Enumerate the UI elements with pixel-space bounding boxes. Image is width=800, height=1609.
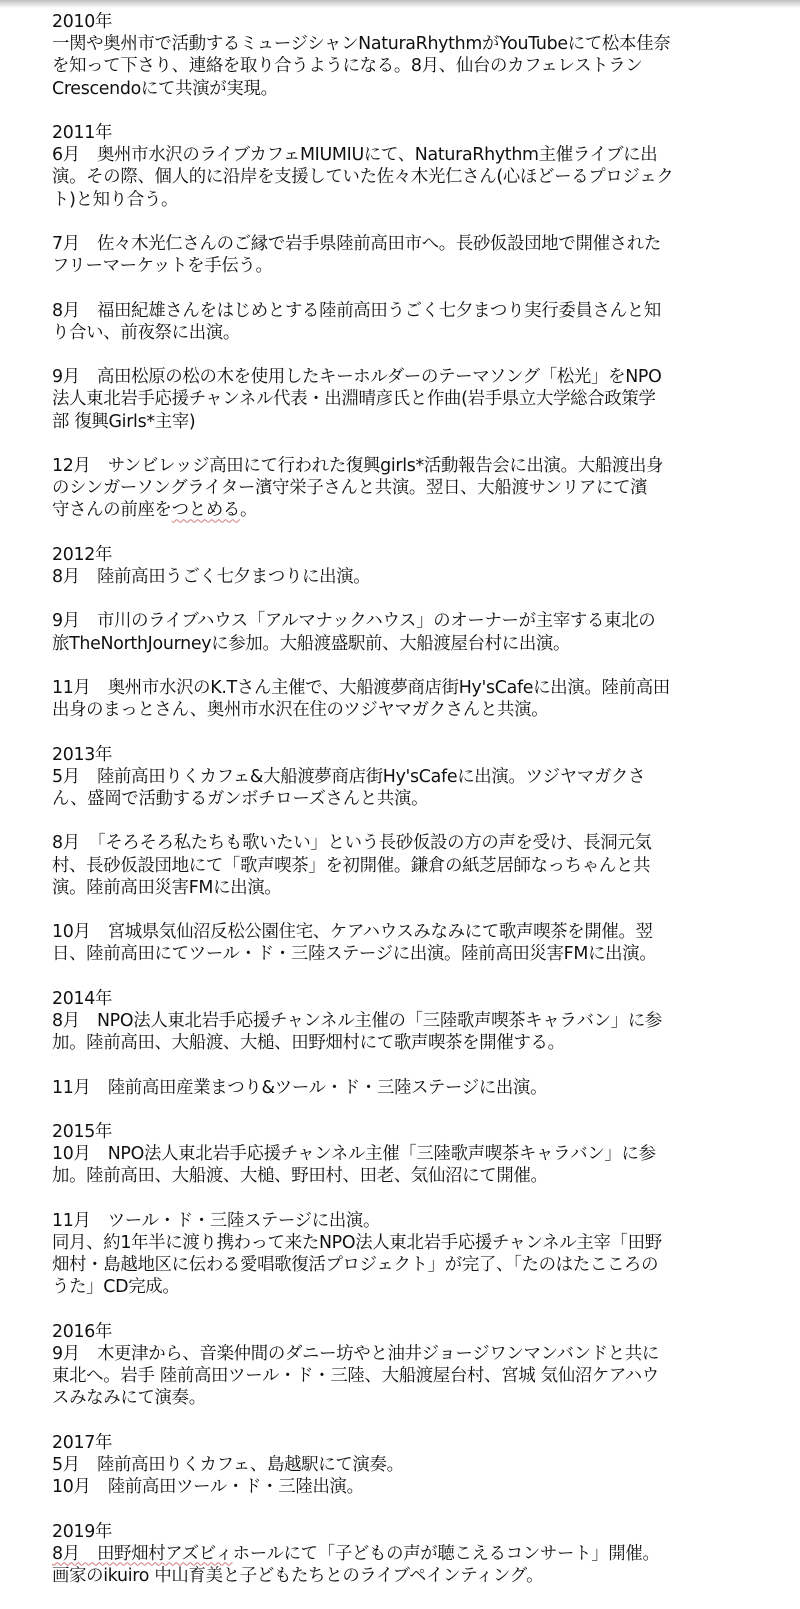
entry-2012-nov [52,677,787,721]
entry-text: 5月 陸前高田りくカフェ、島越駅にて演奏。 10月 陸前高田ツール・ド・三陸出演。 [52,1454,404,1498]
entry-2013-oct [52,921,787,965]
entry-text-tail: 。 [240,500,258,521]
entry-2013-may [52,744,787,811]
entry-2017 [52,1432,787,1499]
entry-2019 [52,1521,787,1588]
entry-text: 8月 NPO法人東北岩手応援チャンネル主催の「三陸歌声喫茶キャラバン」に参 加。陸前高田、大船渡、大槌、田野畑村にて歌声喫茶を開催する。 [52,1010,662,1054]
entry-2012-sep [52,610,787,654]
year-heading: 2016年 [52,1321,113,1342]
spellcheck-underlined-text: 8月 田野畑村アズビィ [52,1543,233,1564]
entry-2013-aug [52,832,787,899]
year-heading: 2019年 [52,1521,113,1542]
entry-2011-dec [52,455,787,522]
entry-2015-nov [52,1210,787,1299]
entry-2011-jul [52,233,787,277]
year-heading: 2013年 [52,744,113,765]
history-document [52,11,787,1609]
entry-2016-sep [52,1321,787,1410]
entry-2011-jun [52,122,787,211]
entry-text: 8月 陸前高田うごく七夕まつりに出演。 [52,566,371,587]
entry-2011-aug [52,300,787,344]
entry-text: 10月 宮城県気仙沼反松公園住宅、ケアハウスみなみにて歌声喫茶を開催。翌 日、陸前高田にてツール・ド・三陸ステージに出演。陸前高田災害FMに出演。 [52,922,657,965]
entry-2015-oct [52,1121,787,1188]
entry-text: 8月 福田紀雄さんをはじめとする陸前高田うごく七夕まつり実行委員さんと知 り合い、前夜祭に出演。 [52,300,661,343]
year-heading: 2014年 [52,988,113,1009]
entry-text: 11月 陸前高田産業まつり&ツール・ド・三陸ステージに出演。 [52,1077,548,1098]
entry-text: 9月 木更津から、音楽仲間のダニー坊やと油井ジョージワンマンバンドと共に 東北へ。岩手 陸前高田ツール・ド・三陸、大船渡屋台村、宮城 気仙沼ケアハウ スみなみにて演奏。 [52,1343,660,1409]
year-heading: 2011年 [52,123,113,143]
year-heading: 2012年 [52,544,113,565]
spellcheck-underlined-text: つとめる [171,500,241,521]
entry-2014-aug [52,988,787,1055]
entry-2014-nov [52,1077,787,1099]
entry-text: 11月 奥州市水沢のK.Tさん主催で、大船渡夢商店街Hy'sCafeに出演。陸前高田 出身のまっとさん、奥州市水沢在住のツジヤマガクさんと共演。 [52,677,670,721]
entry-text: 5月 陸前高田りくカフェ&大船渡夢商店街Hy'sCafeに出演。ツジヤマガクさ ん、盛岡で活動するガンボチローズさんと共演。 [52,766,646,809]
entry-text: 6月 奥州市水沢のライブカフェMIUMIUにて、NaturaRhythm主催ライブに出 演。その際、個人的に沿岸を支援していた佐々木光仁さん(心ほどーるプロジェク ト)と知り合う。 [52,145,674,210]
entry-text: 8月 「そろそろ私たちも歌いたい」という長砂仮設の方の声を受け、長洞元気 村、長砂仮設団地にて「歌声喫茶」を初開催。鎌倉の紙芝居師なっちゃんと共 演。陸前高田災害FMに出演。 [52,833,652,898]
entry-text: 10月 NPO法人東北岩手応援チャンネル主催「三陸歌声喫茶キャラバン」に参 加。陸前高田、大船渡、大槌、野田村、田老、気仙沼にて開催。 [52,1144,656,1187]
entry-2012-aug [52,544,787,588]
entry-2010 [52,11,787,100]
entry-text: 11月 ツール・ド・三陸ステージに出演。 同月、約1年半に渡り携わって来たNPO法人東北岩手応援チャンネル主宰「田野 畑村・島越地区に伝わる愛唱歌復活プロジェクト」が完了、「たのはたこころの うた」CD完成。 [52,1210,662,1298]
entry-text: 一関や奥州市で活動するミュージシャンNaturaRhythmがYouTubeにて松本佳奈 を知って下さり、連絡を取り合うようになる。8月、仙台のカフェレストラン Crescendoにて共演が実現。 [52,34,671,99]
year-heading: 2015年 [52,1121,113,1142]
top-edge-shadow [0,0,800,8]
entry-text: 9月 市川のライブハウス「アルマナックハウス」のオーナーが主宰する東北の 旅TheNorthJourneyに参加。大船渡盛駅前、大船渡屋台村に出演。 [52,611,656,654]
entry-text: 7月 佐々木光仁さんのご縁で岩手県陸前高田市へ。長砂仮設団地で開催された フリーマーケットを手伝う。 [52,234,661,277]
entry-text: 12月 サンビレッジ高田にて行われた復興girls*活動報告会に出演。大船渡出身 のシンガーソングライター濱守栄子さんと共演。翌日、大船渡サンリアにて濱 守さんの前座を [52,455,664,521]
year-heading: 2010年 [52,12,113,32]
entry-text: 9月 高田松原の松の木を使用したキーホルダーのテーマソング「松光」をNPO 法人東北岩手応援チャンネル代表・出淵晴彦氏と作曲(岩手県立大学総合政策学 部 復興Girls*主宰) [52,367,662,432]
year-heading: 2017年 [52,1432,113,1453]
entry-text: ホールにて「子どもの声が聴こえるコンサート」開催。 画家のikuiro 中山育美と子どもたちとのライブペインティング。 [52,1543,660,1586]
entry-2011-sep [52,366,787,433]
